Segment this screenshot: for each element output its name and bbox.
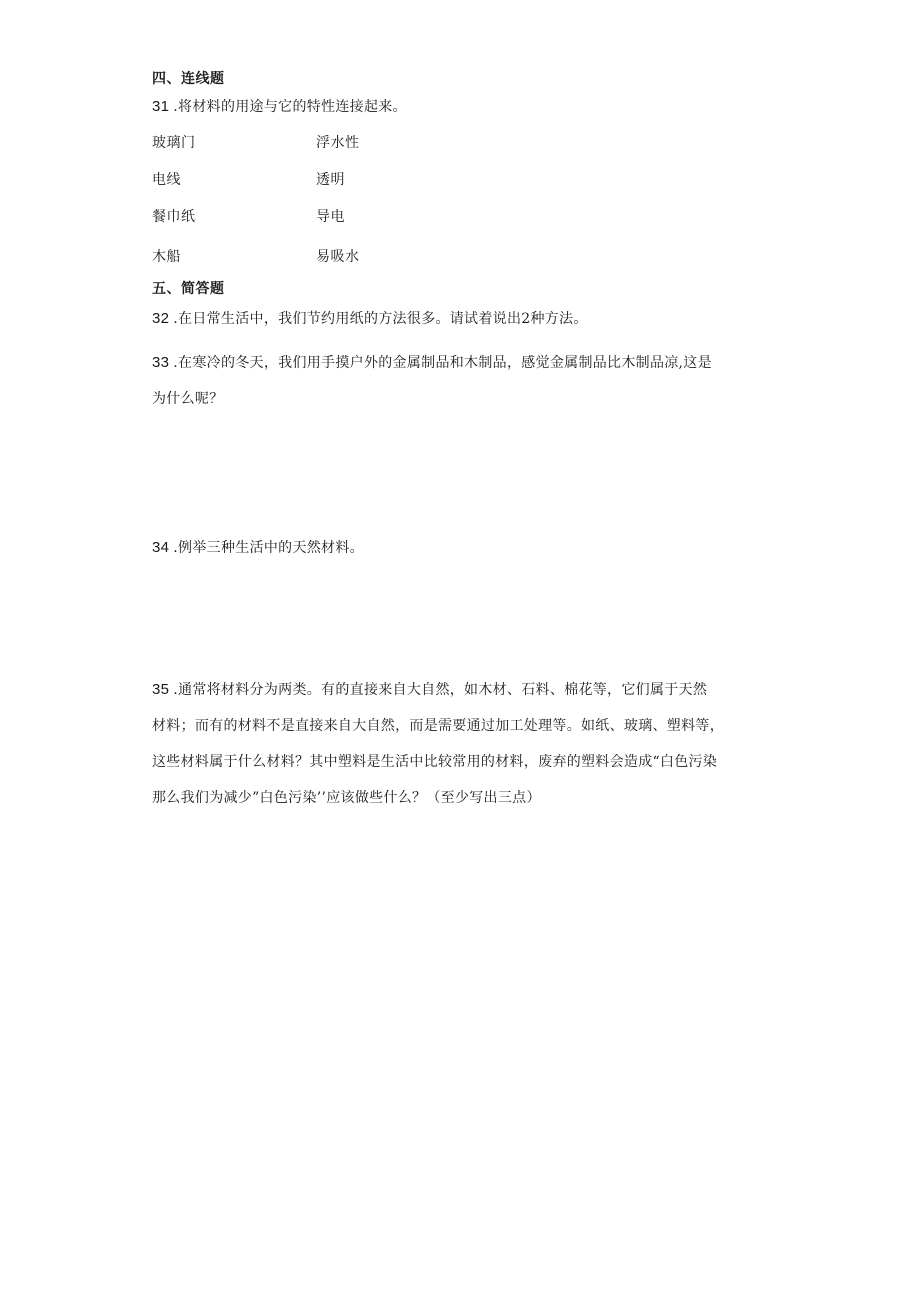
question-text: .在寒冷的冬天，我们用手摸户外的金属制品和木制品，感觉金属制品比木制品凉,这是 — [173, 355, 712, 371]
question-31 — [152, 96, 407, 116]
section-heading-short-answer: 五、简答题 — [152, 281, 225, 297]
match-right-item[interactable]: 易吸水 — [316, 249, 360, 265]
question-32 — [152, 308, 588, 328]
match-left-item[interactable]: 餐巾纸 — [152, 209, 196, 225]
question-number: 35 — [152, 681, 170, 698]
question-number: 31 — [152, 98, 170, 115]
match-right-item[interactable]: 导电 — [316, 209, 345, 225]
question-35-line2: 材料；而有的材料不是直接来自大自然，而是需要通过加工处理等。如纸、玻璃、塑料等， — [152, 718, 724, 734]
match-left-item[interactable]: 电线 — [152, 172, 181, 188]
section-heading-matching: 四、连线题 — [152, 71, 225, 87]
question-text: .将材料的用途与它的特性连接起来。 — [173, 99, 407, 115]
question-text: .例举三种生活中的天然材料。 — [173, 540, 364, 556]
match-right-item[interactable]: 透明 — [316, 172, 345, 188]
match-left-item[interactable]: 木船 — [152, 249, 181, 265]
question-number: 33 — [152, 354, 170, 371]
match-left-item[interactable]: 玻璃门 — [152, 135, 196, 151]
question-35-line4: 那么我们为减少”白色污染’’应该做些什么？（至少写出三点） — [152, 790, 541, 806]
question-text: .在日常生活中，我们节约用纸的方法很多。请试着说出2种方法。 — [173, 311, 588, 327]
question-33-continued: 为什么呢？ — [152, 391, 224, 407]
question-35 — [152, 679, 707, 699]
question-34 — [152, 537, 364, 557]
match-right-item[interactable]: 浮水性 — [316, 135, 360, 151]
question-text: .通常将材料分为两类。有的直接来自大自然，如木材、石料、棉花等，它们属于天然 — [173, 682, 708, 698]
question-35-line3: 这些材料属于什么材料？其中塑料是生活中比较常用的材料，废弃的塑料会造成“白色污染 — [152, 754, 718, 770]
question-33 — [152, 352, 712, 372]
question-number: 32 — [152, 310, 170, 327]
question-number: 34 — [152, 539, 170, 556]
